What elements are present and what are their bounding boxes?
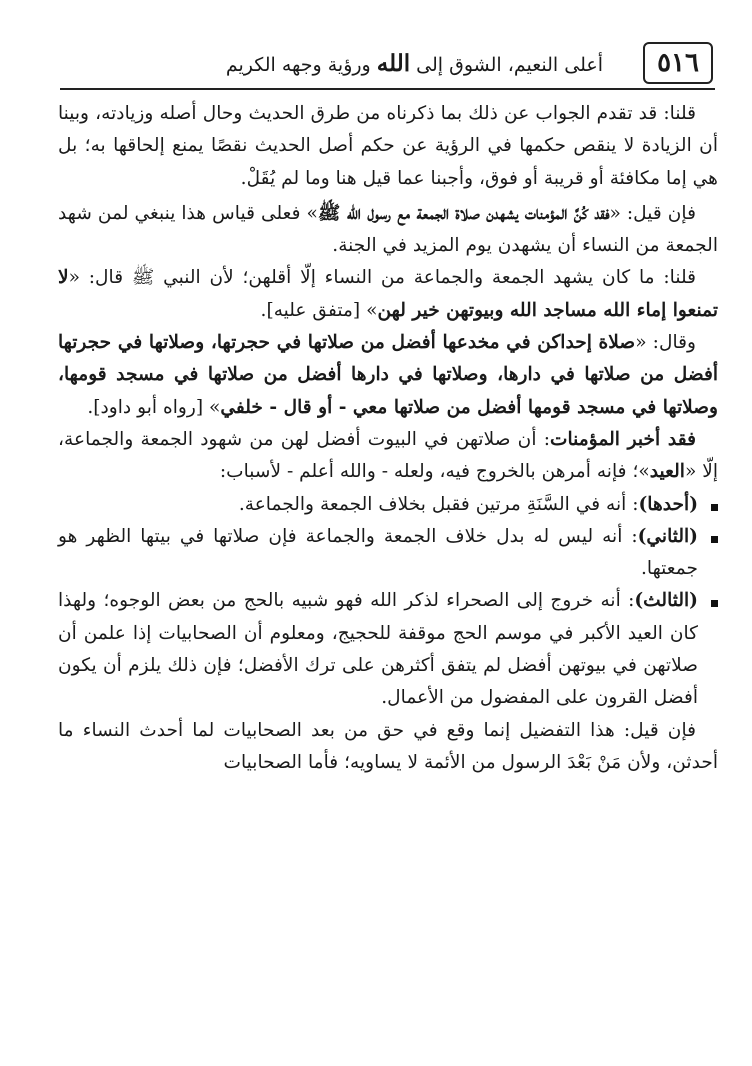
list-item-2-text: : أنه ليس له بدل خلاف الجمعة والجماعة فإن صلاتها في بيتها الظهر هو جمعتها. bbox=[58, 525, 698, 580]
paragraph-2-lead: فإن قيل: « bbox=[609, 202, 696, 224]
paragraph-4-tail: » [رواه أبو داود]. bbox=[87, 396, 221, 418]
paragraph-5-tail: »؛ فإنه أمرهن بالخروج فيه، ولعله - والله أعلم - لأسباب: bbox=[219, 461, 650, 483]
list-item-2-label: (الثاني) bbox=[637, 525, 698, 547]
paragraph-2-hadith: فقد كُنَّ المؤمنات يشهدن صلاة الجمعة مع رسول الله ﷺ bbox=[317, 202, 610, 224]
list-item-3-text: : أنه خروج إلى الصحراء لذكر الله فهو شبيه بالحج من بعض الوجوه؛ ولهذا كان العيد الأكبر في موسم الحج موقفة للحجيج، ومعلوم أن الصحابيات إذا علمن أن صلاتهن في بيوتهن أفضل لم يتفق أكثرهن على ترك الأفضل؛ فإن ذلك يلزم أن يكون أفضل القرون على المفضول من الأعمال. bbox=[58, 590, 698, 709]
list-item-3 bbox=[58, 585, 718, 714]
paragraph-6: فإن قيل: هذا التفضيل إنما وقع في حق من بعد الصحابيات لما أحدث النساء ما أحدثن، ولأن مَنْ بَعْدَ الرسول من الأئمة لا يساويه؛ فأما الصحابيات bbox=[58, 719, 718, 773]
bullet-square-icon bbox=[711, 536, 718, 543]
bullet-square-icon bbox=[711, 600, 718, 607]
page-number: ٥١٦ bbox=[643, 42, 713, 84]
running-title-allah: الله bbox=[376, 50, 411, 77]
page-header bbox=[60, 38, 715, 90]
running-title bbox=[66, 50, 603, 77]
paragraph-3-hadith: لا تمنعوا إماء الله مساجد الله وبيوتهن خير لهن bbox=[58, 267, 718, 321]
list-item-2 bbox=[58, 521, 718, 586]
paragraph-3 bbox=[58, 262, 718, 327]
list-item-1 bbox=[58, 489, 718, 521]
list-item-1-label: (أحدها) bbox=[638, 493, 698, 515]
paragraph-5-eid: العيد bbox=[649, 461, 685, 483]
paragraph-5-text: : أن صلاتهن في البيوت أفضل لهن من شهود الجمعة والجماعة، إلّا « bbox=[58, 428, 718, 483]
paragraph-3-tail: » [متفق عليه]. bbox=[260, 299, 378, 321]
running-title-end: ورؤية وجهه الكريم bbox=[225, 54, 371, 76]
paragraph-3-lead: قلنا: ما كان يشهد الجمعة والجماعة من النساء إلّا أقلهن؛ لأن النبي ﷺ قال: « bbox=[68, 267, 696, 289]
paragraph-5 bbox=[58, 424, 718, 489]
paragraph-4-hadith: صلاة إحداكن في مخدعها أفضل من صلاتها في حجرتها، وصلاتها في حجرتها أفضل من صلاتها في دارها، وصلاتها في دارها أفضل من صلاتها في مسجد قومها، وصلاتها في مسجد قومها أفضل من صلاتها معي - أو قال - خلفي bbox=[58, 332, 718, 418]
paragraph-2-tail: » فعلى قياس هذا ينبغي لمن شهد الجمعة من النساء أن يشهدن يوم المزيد في الجنة. bbox=[58, 202, 718, 257]
list-item-1-text: : أنه في السَّنَةِ مرتين فقبل بخلاف الجمعة والجماعة. bbox=[238, 493, 639, 515]
running-title-start: أعلى النعيم، الشوق إلى bbox=[416, 54, 603, 76]
paragraph-2 bbox=[58, 198, 718, 263]
bullet-square-icon bbox=[711, 504, 718, 511]
paragraph-4-lead: وقال: « bbox=[635, 332, 696, 354]
paragraph-1: قلنا: قد تقدم الجواب عن ذلك بما ذكرناه من طرق الحديث وحال أصله وزيادته، وبينا أن الزيادة لا ينقص حكمها في الرؤية عن حكم أصل الحديث نقصًا يمنع إلحاقها به؛ بل هي إما مكافئة أو قريبة أو فوق، وأجبنا عما قيل هنا وما لم يُقَلْ. bbox=[58, 103, 718, 189]
list-item-3-label: (الثالث) bbox=[634, 590, 698, 612]
paragraph-5-lead-bold: فقد أخبر المؤمنات bbox=[549, 428, 696, 450]
paragraph-4 bbox=[58, 327, 718, 424]
page-body bbox=[58, 98, 718, 779]
